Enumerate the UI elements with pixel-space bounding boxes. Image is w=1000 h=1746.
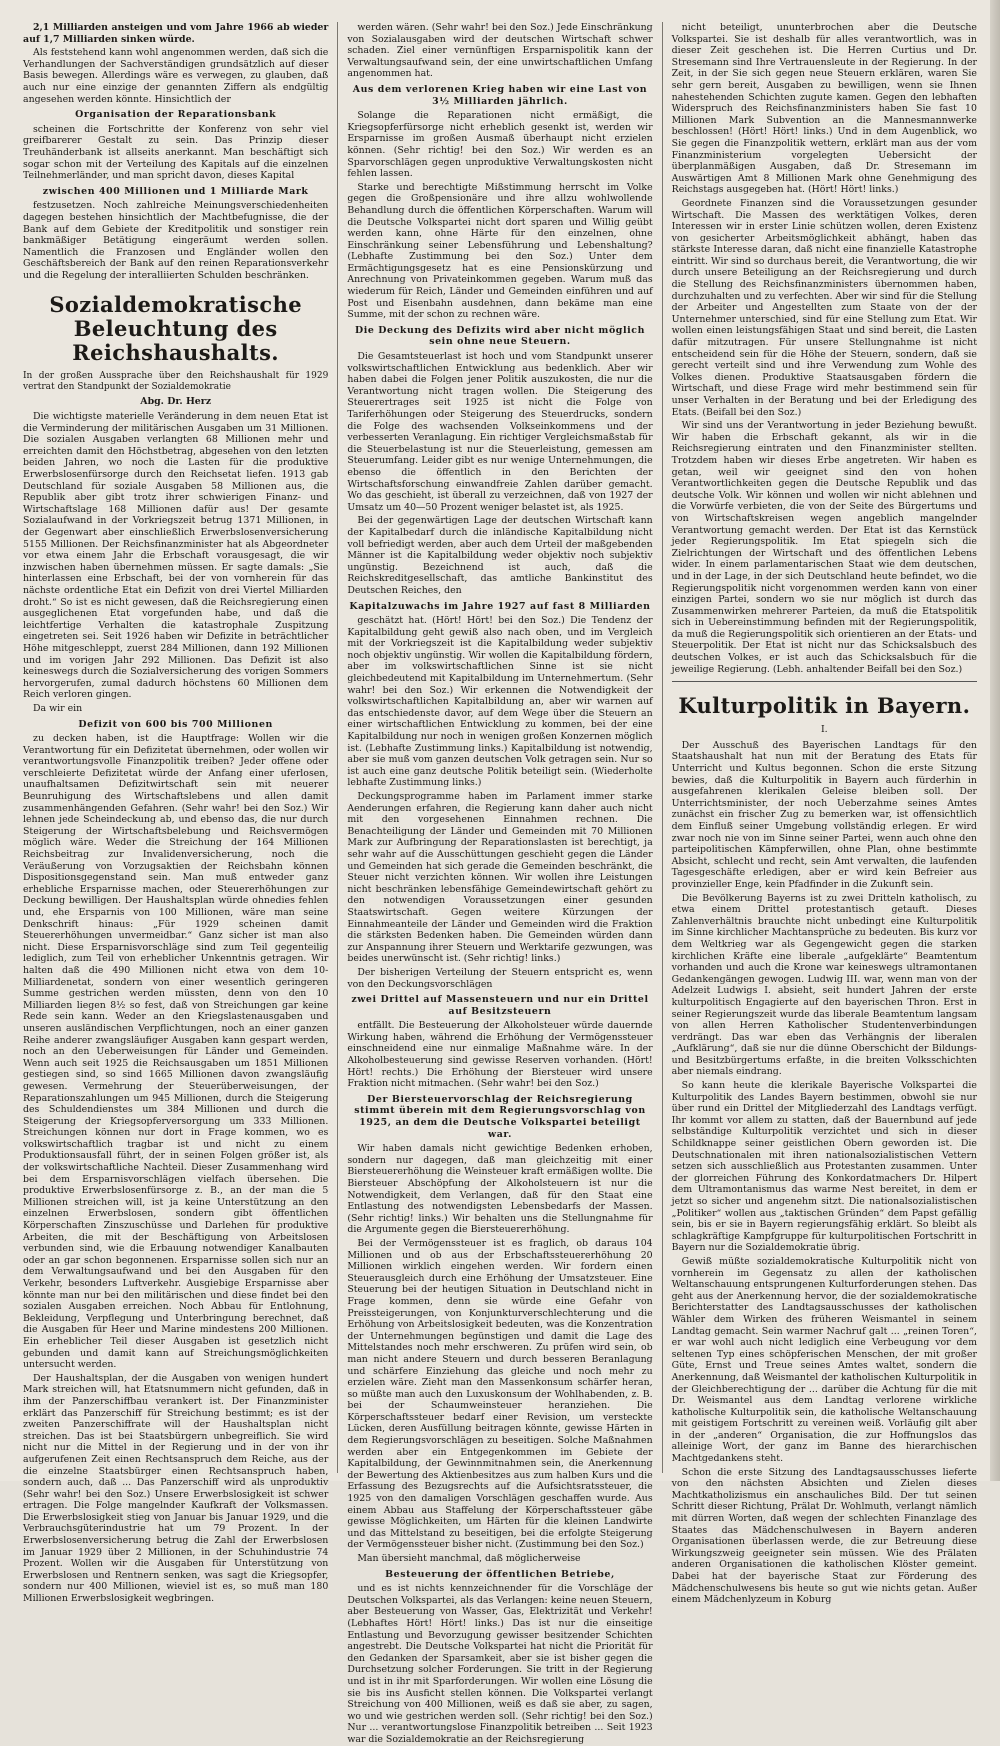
title-line: Sozialdemokratische Beleuchtung des: [49, 292, 302, 342]
paragraph: Die Bevölkerung Bayerns ist zu zwei Dritteln katholisch, zu etwa einem Drittel protestantisch getauft. Dieses Zahlenverhältnis brauchte nicht unbedingt eine Kulturpolitik im Sinne kirchlicher Machtansprüche zu bedeuten. Bis kurz vor dem Weltkrieg war als Gegengewicht gegen die starken kirchlichen Kräfte eine liberale „aufgeklärte“ Beamtentum vorhanden und auch die Krone war keineswegs ultramontanen Gedankengängen gewogen. Ludwig III. war, wenn man von der Adelzeit Ludwigs I. absieht, seit hundert Jahren der erste kulturpolitisch Engagierte auf den bayerischen Thron. Erst in seiner Regierungszeit wurde das liberale Beamtentum langsam von allen Herren Katholischer Studentenverbindungen verdrängt. Das war eben das Verhängnis der liberalen „Aufklärung“, daß sie nur die dünne Oberschicht der Bildungs- und Besitzbürgertums erfaßte, in die breiten Volksschichten aber niemals eindrang.: [671, 892, 977, 1078]
subheading: Kapitalzuwachs im Jahre 1927 auf fast 8 Milliarden: [349, 600, 651, 612]
article-title: [23, 293, 328, 365]
subheading: Die Deckung des Defizits wird aber nicht möglich sein ohne neue Steuern.: [354, 324, 646, 348]
article-title: Kulturpolitik in Bayern.: [678, 693, 971, 719]
paragraph: Man übersieht manchmal, daß möglicherweise: [357, 1553, 581, 1564]
speaker-name: Abg. Dr. Herz: [140, 396, 212, 408]
paragraph: werden wären. (Sehr wahr! bei den Soz.) Jede Einschränkung von Sozialausgaben wird der deutschen Wirtschaft schwer schaden. Ziel einer vernünftigen Ersparnispolitik kann der Verwaltungsaufwand sein, der eine unwirtschaftlichen Umfang angenommen hat.: [347, 22, 653, 80]
paragraph: Die Gesamtsteuerlast ist hoch und vom Standpunkt unserer volkswirtschaftlichen Entwicklung aus bedenklich. Aber wir haben dabei die Folgen jener Politik auszukosten, die nur die Verantwortung nicht tragen wollen. Die Steigerung des Steuerertrages seit 1925 ist nicht die Folge von Tariferhöhungen oder Steigerung des Steuerdrucks, sondern die Folge des wachsenden Volkseinkommens und der verbesserten Veranlagung. Ein richtiger Vergleichsmaßstab für die Steuerbelastung ist nur die Steuerleistung, gemessen am Steuerumfang. Leider gibt es nur wenige Unternehmungen, die ebenso die öffentlich in den Berichten der Wirtschaftsforschung einwandfreie Zahlen darüber gemacht. Wo das geschieht, ist überall zu verzeichnen, daß von 1927 der Umsatz um 40—50 Prozent weniger belastet ist, als 1925.: [347, 351, 653, 513]
columns: [14, 22, 986, 1745]
paragraph: nicht beteiligt, ununterbrochen aber die Deutsche Volkspartei. Sie ist deshalb für alles verantwortlich, was in dieser Zeit geschehen ist. Die Herren Curtius und Dr. Stresemann sind Ihre Vertrauensleute in der Regierung. In der Zeit, in der Sie sich gegen neue Steuern erklären, waren Sie sehr gern bereit, Ausgaben zu bewilligen, wenn sie Ihnen nahestehenden Schichten zugute kamen. Gegen den lebhaften Widerspruch des Reichsfinanzministers haben Sie fast 10 Millionen Mark Subvention an die Mannesmannwerke beschlossen! (Hört! Hört! links.) Und in dem Augenblick, wo Sie gegen die Finanzpolitik wettern, erklärt man aus der vom Finanzministerium vorgelegten Uebersicht der überplanmäßigen Ausgaben, daß Dr. Stresemann im Auswärtigen Amt 8 Millionen Mark ohne Genehmigung des Reichstags ausgegeben hat. (Hört! Hört! links.): [671, 22, 977, 196]
paragraph: Geordnete Finanzen sind die Voraussetzungen gesunder Wirtschaft. Die Massen des werktätigen Volkes, deren Interessen wir in erster Linie schützen wollen, deren Existenz von gesicherter Arbeitsmöglichkeit abhängt, haben das stärkste Interesse daran, daß nicht eine finanzielle Katastrophe eintritt. Wir sind so durchaus bereit, die Verantwortung, die wir durch unsere Beteiligung an der Reichsregierung und durch die Stellung des Reichsfinanzministers übernommen haben, durchzuhalten und zu verfechten. Aber wir sind für die Stellung der Arbeiter und Angestellten zum Staate von der der Unternehmer unterschied, sind für eine Stellung zum Etat. Wir wollen einen leistungsfähigen Staat und sind bereit, die Lasten dafür mitzutragen. Für unsere Stellungnahme ist nicht entscheidend sein für die Höhe der Steuern, sondern, daß sie gerecht verteilt sind und ihre Verwendung zum Wohle des Volkes dienen. Produktive Staatsausgaben fördern die Wirtschaft, und diese Frage wird mehr bestimmend sein für unser Verhalten in der Beratung und bei der Erledigung des Etats. (Beifall bei den Soz.): [671, 197, 977, 418]
paragraph: festzusetzen. Noch zahlreiche Meinungsverschiedenheiten dagegen bestehen hinsichtlich der Machtbefugnisse, die der Bank auf dem Gebiete der Kreditpolitik und sonstiger rein bankmäßiger Betätigung eingeräumt werden sollen. Namentlich die Franzosen und Engländer wollen den Geschäftsbereich der Bank auf den reinen Reparationsverkehr und die Regelung der interalliierten Schulden beschränken.: [23, 200, 329, 281]
paragraph: Deckungsprogramme haben im Parlament immer starke Aenderungen erfahren, die Regierung kann daher auch nicht mit den vorgesehenen Einnahmen rechnen. Die Benachteiligung der Länder und Gemeinden mit 70 Millionen Mark zur Aufbringung der Reparationslasten ist berechtigt, ja sehr wahr auf die Ausschüttungen geschieht gegen die Länder und Gemeinden hat sich gerade die Gemeinden beschränkt, die Steuer nicht verzichten können. Wir wollen ihre Leistungen nicht beschränken lebensfähige Gemeindewirtschaft gehört zu den notwendigen Voraussetzungen einer gesunden Staatswirtschaft. Gegen weitere Kürzungen der Einnahmeanteile der Länder und Gemeinden wird die Fraktion die stärksten Bedenken haben. Die Gemeinden würden dann zur Anspannung ihrer Steuern und Werktarife gezwungen, was beides unerwünscht ist. (Sehr richtig! links.): [347, 791, 653, 965]
subheading: zwei Drittel auf Massensteuern und nur ein Drittel auf Besitzsteuern: [351, 994, 649, 1017]
paragraph: Da wir ein: [33, 702, 83, 714]
column-3: [662, 22, 986, 1606]
column-2: [337, 22, 661, 1745]
subheading: Der Biersteuervorschlag der Reichsregierung stimmt überein mit dem Regierungsvorschlag von 1925, an dem die Deutsche Volkspartei beteiligt war.: [354, 1093, 646, 1140]
paragraph: Wir sind uns der Verantwortung in jeder Beziehung bewußt. Wir haben die Erbschaft gekannt, als wir in die Reichsregierung eintraten und den Finanzminister stellten. Trotzdem haben wir dieses Erbe angetreten. Wir haben es getan, weil wir geeignet sind den von hohen Verantwortlichkeiten gegen die Deutsche Republik und das deutsche Volk. Wir können und wollen wir nicht ablehnen und die Vorwürfe verbieten, die von der Seite des Bürgertums und von Wirtschaftskreisen wegen angeblich mangelnder Verantwortung gemacht werden. Der Etat ist das Kernstück jeder Regierungspolitik. Im Etat spiegeln sich die Zielrichtungen der Wirtschaft und des öffentlichen Lebens wider. In einem parlamentarischen Staat wie dem deutschen, und in der Lage, in der sich Deutschland heute befindet, wo die Regierungspolitik nicht vorgenommen werden kann von einer einzigen Partei, sondern wo sie nur möglich ist durch das Zusammenwirken mehrerer Parteien, da muß die Etatspolitik sich in Uebereinstimmung befinden mit der Regierungspolitik, da muß die Regierungspolitik sich orientieren an der Etats- und Steuerpolitik. Der Etat ist nicht nur das Schicksalsbuch des deutschen Volkes, er ist auch das Schicksalsbuch für die jeweilige Regierung. (Lebh. anhaltender Beifall bei den Soz.): [671, 420, 977, 675]
paragraph: Die wichtigste materielle Veränderung in dem neuen Etat ist die Verminderung der militärischen Ausgaben um 31 Millionen. Die sozialen Ausgaben verlangten 68 Millionen mehr und erreichten damit den Höchstbetrag, abgesehen von den letzten beiden Jahren, wo noch die Lasten für die produktive Erwerbslosenfürsorge durch den Reichsetat liefen. 1913 gab Deutschland für soziale Ausgaben 58 Millionen aus, die Republik aber gibt trotz ihrer schwierigen Finanz- und Wirtschaftslage 168 Millionen dafür aus! Der gesamte Sozialaufwand in der Vorkriegszeit betrug 1371 Millionen, in der Gegenwart aber einschließlich Erwerbslosenversicherung 5155 Millionen. Der Reichsfinanzminister hat als Abgeordneter vor etwa einem Jahr die Erbschaft vorausgesagt, die wir inzwischen haben übernehmen müssen. Er sagte damals: „Sie hinterlassen eine Erbschaft, bei der von vornherein für das nächste ordentliche Etat ein Defizit von drei Viertel Milliarden droht.“ So ist es nicht gewesen, daß die Reichsregierung einen ausgeglichenen Etat vorgefunden habe, und daß die leichtfertige Verhalten die katastrophale Zuspitzung eingetreten sei. Seit 1926 haben wir Defizite in beträchtlicher Höhe mitgeschleppt, zuerst 284 Millionen, dann 192 Millionen und im vorigen Jahr 292 Millionen. Das Defizit ist also keineswegs durch die Sozialversicherung des vorigen Sommers hervorgerufen, zumal dadurch höchstens 60 Millionen dem Reich verloren gingen.: [23, 411, 329, 701]
paragraph: Der Ausschuß des Bayerischen Landtags für den Staatshaushalt hat nun mit der Beratung des Etats für Unterricht und Kultus begonnen. Schon die erste Sitzung bewies, daß die Kulturpolitik in Bayern auch fürderhin in ausgefahrenen klerikalen Geleise bleiben soll. Der Unterrichtsminister, der noch Ueberzahme seines Amtes zunächst ein frischer Zug zu bemerken war, ist offensichtlich dem Einfluß seiner Umgebung vollständig erlegen. Er wird zwar noch nie von im Sinne seiner Partei, wenn auch ohne den parteipolitischen Kämpferwillen, ohne Plan, ohne bestimmte Absicht, schlecht und recht, sein Amt verwalten, die laufenden Tagesgeschäfte erledigen, aber er wird kein Befreier aus provinzieller Enge, kein Pfadfinder in die Zukunft sein.: [671, 739, 977, 890]
paragraph: zu decken haben, ist die Hauptfrage: Wollen wir die Verantwortung für ein Defizitetat übernehmen, oder wollen wir verantwortungsvolle Finanzpolitik treiben? Jeder offene oder verschleierte Defizitetat würde der Anfang einer uferlosen, unaufhaltsamen Defizitwirtschaft sein mit neuerer Beunruhigung des Wirtschaftslebens und allen damit zusammenhängenden Gefahren. (Sehr wahr! bei den Soz.) Wir lehnen jede Scheindeckung ab, und ebenso das, die nur durch Steigerung der Wirtschaftsbelebung und Reichsvermögen möglich wäre. Weder die Streichung der 164 Millionen Reichsbeitrag zur Invalidenversicherung, noch die Veräußerung von Vorzugsaktien der Reichsbahn können Dispositionsgegenstand sein. Man muß entweder ganz erhebliche Ersparnisse machen, oder Steuererhöhungen zur Deckung bewilligen. Der Haushaltsplan würde ohnedies fehlen und, ehe Ersparnis von 100 Millionen, wäre man seine Denkschrift hinaus: „Für 1929 scheinen damit Steuererhöhungen unvermeidbar.“ Ganz sicher ist man also nicht. Diese Ersparnisvorschläge sind zum Teil gegenteilig lediglich, zum Teil von erheblicher Unkenntnis getragen. Wir halten daß die 490 Millionen nicht etwa von dem 10-Milliardenetat, sondern von einer wesentlich geringeren Summe gestrichen werden müssten, denn von den 10 Milliarden liegen 8½ so fest, daß von Streichungen gar keine Rede sein kann. Weder an den Kriegslastenausgaben und unseren ausländischen Verpflichtungen, noch an einer ganzen Reihe anderer zwangsläufiger Ausgaben kann gespart werden, noch an den Ueberweisungen für Länder und Gemeinden. Wenn auch seit 1925 die Reichsausgaben um 1851 Millionen gestiegen sind, so sind 1665 Millionen davon zwangsläufig gewesen. Vermehrung der Steuerüberweisungen, der Reparationszahlungen um 945 Millionen, durch die Steigerung des Schuldendienstes um 384 Millionen und durch die Steigerung der Kriegsopferversorgung um 333 Millionen. Streichungen können nur dort in Frage kommen, wo es volkswirtschaftlich tragbar ist und nicht zu einem Produktionsausfall führt, der in seinen Folgen größer ist, als der volkswirtschaftliche Nachteil. Dieser Zusammenhang wird bei dem Ersparnisvorschlägen vielfach übersehen. Die produktive Erwerbslosenfürsorge z. B., an der man die 5 Millionen streichen will, ist ja keine Unterstützung an den einzelnen Erwerbslosen, sondern gibt öffentlichen Körperschaften Zinszuschüsse und Darlehen für produktive Arbeiten, die mit der Beschäftigung von Arbeitslosen verbunden sind, wie die Erbauung notwendiger Kanalbauten oder an gar schon begonnenen. Ersparnisse sollen sich nur an dem Verwaltungsaufwand und bei den Ausgaben für den Verkehr, besonders Luftverkehr. Ausgiebige Ersparnisse aber könnte man nur bei den militärischen und diese findet bei den sozialen Ausgaben erreichen. Noch Abbau für Entlohnung, Bekleidung, Verpflegung und Unterbringung berechnet, daß die Ausgaben für Heer und Marine mindestens 200 Millionen. Ein erheblicher Teil dieser Ausgaben ist gesetzlich nicht gebunden und damit kann auf Streichungsmöglichkeiten untersucht werden.: [23, 733, 329, 1371]
divider: [672, 681, 977, 682]
subheading: Besteuerung der öffentlichen Betriebe,: [385, 1568, 615, 1580]
paragraph: Bei der gegenwärtigen Lage der deutschen Wirtschaft kann der Kapitalbedarf durch die inländische Kapitalbildung nicht voll befriedigt werden, aber auch dem Urteil der maßgebenden Männer ist die Kapitalbildung weder objektiv noch subjektiv ungünstig. Bezeichnend ist auch, daß die Reichskreditgesellschaft, das amtliche Bankinstitut des Deutschen Reiches, den: [347, 515, 653, 596]
paragraph: und es ist nichts kennzeichnender für die Vorschläge der Deutschen Volkspartei, als das Verlangen: keine neuen Steuern, aber Besteuerung von Wasser, Gas, Elektrizität und Verkehr! (Lebhaftes Hört! Hört! links.) Das ist nur die einseitige Entlastung und Bevorzugung gewisser besitzender Schichten angestrebt. Die Deutsche Volkspartei hat nicht die Priorität für den Gedanken der Sparsamkeit, aber sie ist bisher gegen die Durchsetzung solcher Forderungen. Sie tritt in der Regierung und ist in ihr mit Sparforderungen. Wir wollen eine Lösung die sie bis ins Ausficht stellen können. Die Volkspartei verlangt Streichung von 400 Millionen, weiß es daß sie aber, zu sagen, wo und wie gestrichen werden soll. (Sehr richtig! bei den Soz.) Nur ... verantwortungslose Finanzpolitik betreiben ... Seit 1923 war die Sozialdemokratie an der Reichsregierung: [347, 1583, 653, 1745]
paragraph: 2,1 Milliarden ansteigen und vom Jahre 1966 ab wieder auf 1,7 Milliarden sinken würde.: [23, 22, 329, 45]
section-number: I.: [820, 724, 828, 736]
paragraph: Als feststehend kann wohl angenommen werden, daß sich die Verhandlungen der Sachverständigen grundsätzlich auf dieser Basis bewegen. Allerdings wäre es verwegen, zu glauben, daß auch nur eine einzige der genannten Ziffern als endgültig angesehen werden könnte. Hinsichtlich der: [23, 47, 329, 105]
subheading: Defizit von 600 bis 700 Millionen: [78, 718, 273, 730]
paragraph: Der bisherigen Verteilung der Steuern entspricht es, wenn von den Deckungsvorschlägen: [347, 966, 653, 990]
title-line: Reichshaushalts.: [72, 340, 280, 366]
paragraph: Wir haben damals nicht gewichtige Bedenken erhoben, sondern nur dagegen, daß man gleichzeitig mit einer Biersteuererhöhung die Weinsteuer kraft ermäßigen wollte. Die Biersteuer Abschöpfung der Alkoholsteuern ist nur die Notwendigkeit, dem Verlangen, daß für den Staat eine Entlastung des notwendigsten Lebensbedarfs der Massen. (Sehr richtig! links.) Wir behalten uns die Stellungnahme für die Argumente gegen die Biersteuererhöhung.: [347, 1143, 653, 1236]
intro-text: In der großen Aussprache über den Reichshaushalt für 1929 vertrat den Standpunkt der Sozialdemokratie: [23, 371, 329, 393]
subheading: Aus dem verlorenen Krieg haben wir eine Last von 3½ Milliarden jährlich.: [352, 83, 648, 107]
paragraph: Starke und berechtigte Mißstimmung herrscht im Volke gegen die Großpensionäre und ihre allzu wohlwollende Behandlung durch die öffentlichen Körperschaften. Warum will die Deutsche Volkspartei nicht dort sparen und Willig geübt werden kann, ohne Härte für den einzelnen, ohne Einschränkung seiner Lebensführung und Lebenshaltung? (Lebhafte Zustimmung bei den Soz.) Unter dem Ermächtigungsgesetz hat es eine Pensionskürzung und Anrechnung von Privateinkommen gegeben. Warum muß das wiederum für Reich, Länder und Gemeinden einführen und auf Post und Eisenbahn ausdehnen, dann bekäme man eine Summe, mit der schon zu rechnen wäre.: [347, 181, 653, 321]
paragraph: Gewiß müßte sozialdemokratische Kulturpolitik nicht von vornherein im Gegensatz zu allen der katholischen Weltanschauung entsprungenen Kulturforderungen stehen. Das geht aus der Anerkennung hervor, die der sozialdemokratische Berichterstatter des Landtagsausschusses der katholischen Wähler dem Wirken des früheren Weismantel in seinem Landtag gemacht. Sein warmer Nachruf galt ... „reinen Toren“, er war wohl auch nicht lediglich eine Verbeugung vor dem seltenen Typ eines schöpferischen Menschen, der mit großer Güte, Ernst und Treue seines Amtes waltet, sondern die Anerkennung, daß Weismantel der katholischen Kulturpolitik in der Gleichberechtigung der ... darüber die Achtung für die mit Dr. Weismantel aus dem Landtag verlorene wirkliche katholische Kulturpolitik sein, die katholische Weltanschauung mit geistigem Fortschritt zu vereinen weiß. Vorläufig gilt aber in der „anderen“ Organisation, die zur Hoffnungslos das alleinige Wort, der ganz im Banne des hierarchischen Machtgedankens steht.: [671, 1255, 977, 1465]
subheading: zwischen 400 Millionen und 1 Milliarde Mark: [42, 185, 309, 197]
scan-edge: [990, 0, 1000, 1481]
paragraph: Bei der Vermögenssteuer ist es fraglich, ob daraus 104 Millionen und ob aus der Erbschaftssteuererhöhung 20 Millionen wirklich eingehen werden. Wir fordern einen Steuerausgleich durch eine Erhöhung der Umsatzsteuer. Eine Steuerung bei der heutigen Situation in Deutschland nicht in Frage kommen, denn sie würde eine Gefahr von Preissteigerungen, von Konjunkturverschlechterung und die Erhöhung von Arbeitslosigkeit bedeuten, was die Konzentration der Unternehmungen begünstigen und damit die Lage des Mittelstandes noch mehr erschweren. Zu prüfen wird sein, ob man nicht andere Steuern und durch besseren Beranlagung und schärfere Einziehung das gleiche und noch mehr zu erzielen wäre. Zieht man den Massenkonsum schärfer heran, so müßte man auch den Luxuskonsum der Wohlhabenden, z. B. bei der Schaumweinsteuer heranziehen. Die Körperschaftssteuer bedarf einer Revision, um versteckte Lücken, deren Ausfüllung beitragen könnte, gewisse Härten in dem Regierungsvorschlägen zu beseitigen. Solche Maßnahmen werden aber ein Entgegenkommen im Gebiete der Kapitalbildung, der Gewinnmitnahmen sein, die Anerkennung der Bewertung des Aktienbesitzes aus zum halben Kurs und die Erfassung des Bezugsrechts auf die Aufsichtsratssteuer, die 1925 von den damaligen Vorschlägen geschaffen wurde. Aus einem Abbau aus Staffelung der Körperschaftssteuer gäbe gewisse Möglichkeiten, um Härten für die kleinen Landwirte und das Mittelstand zu beseitigen, bei die erfolgte Steigerung der Vermögenssteuer bisher nicht. (Zustimmung bei den Soz.): [347, 1237, 653, 1551]
subheading: Organisation der Reparationsbank: [75, 109, 277, 121]
paragraph: entfällt. Die Besteuerung der Alkoholsteuer würde dauernde Wirkung haben, während die Erhöhung der Vermögenssteuer einschneidend eine nur einmalige Maßnahme wäre. In der Alkoholbesteuerung sind gewisse Reserven vorhanden. (Hört! Hört! rechts.) Die Erhöhung der Biersteuer wird unsere Fraktion nicht mitmachen. (Sehr wahr! bei den Soz.): [347, 1020, 653, 1090]
paragraph: Der Haushaltsplan, der die Ausgaben von wenigen hundert Mark streichen will, hat Etatsnummern nicht gefunden, daß in ihm der Panzerschiffbau verankert ist. Der Finanzminister erklärt das Panzerschiff für Streichung bestimmt; es ist der zweiten Panzerschiffrate will der Haushaltsplan nicht streichen. Das ist bei Staatsbürgern unbegreiflich. Sie wird nicht nur die Mittel in der Regierung und in der von ihr aufgerufenen Zeit einen Rechtsanspruch dem Reiche, aus der die einzelne Staatsbürger einen Rechtsanspruch haben, sondern auch, daß ... Das Panzerschiff wird als unproduktiv (Sehr wahr! bei den Soz.) Unsere Erwerbslosigkeit ist schwer ertragen. Die Folge mangelnder Kaufkraft der Volksmassen. Die Erwerbslosigkeit stieg von Januar bis Januar 1929, und die Verbrauchsgüterindustrie hat um 79 Prozent. In der Erwerbslosenversicherung betrug die Zahl der Erwerbslosen im Januar 1929 über 2 Millionen, in der Schuhindustrie 74 Prozent. Wollen wir die Ausgaben für Unterstützung von Erwerbslosen und Rentnern senken, was sagt die Kriegsopfer, sondern nur 400 Millionen, wieviel ist es, so muß man 180 Millionen Erwerbslosigkeit wegbringen.: [23, 1372, 329, 1605]
paragraph: scheinen die Fortschritte der Konferenz von sehr viel greifbarerer Gestalt zu sein. Das Prinzip dieser Treuhänderbank ist allseits anerkannt. Man beschäftigt sich sogar schon mit der Verteilung des Kapitals auf die einzelnen Teilnehmerländer, und man spricht davon, dieses Kapital: [23, 123, 329, 182]
paragraph: Schon die erste Sitzung des Landtagsausschusses lieferte von den nächsten Absichten und Zielen dieses Machtkatholizismus ein anschauliches Bild. Der tut seinen Schritt dieser Richtung, Prälat Dr. Wohlmuth, verlangt nämlich mit dürren Worten, daß wegen der schlechten Finanzlage des Staates das Mädchenschulwesen in Bayern anderen Organisationen überlassen werde, die zur Betreuung diese Wirkungszweig geeigneter sein müssen. Wie des Prälaten anderen Organisationen die katholischen Klöster gemeint. Dabei hat der bayerische Staat zur Förderung des Mädchenschulwesens bis heute so gut wie nichts getan. Außer einem Mädchenlyzeum in Koburg: [671, 1466, 977, 1606]
paragraph: Solange die Reparationen nicht ermäßigt, die Kriegsopferfürsorge nicht erheblich gesenkt ist, werden wir Ersparnisse im großen Ausmaß überhaupt nicht erzielen können. (Sehr richtig! bei den Soz.) Wir werden es an Sparvorschlägen gegen unproduktive Verwaltungskosten nicht fehlen lassen.: [347, 110, 653, 180]
paragraph: geschätzt hat. (Hört! Hört! bei den Soz.) Die Tendenz der Kapitalbildung geht gewiß also nach oben, und im Vergleich mit der Vorkriegszeit ist die Kapitalbildung weder subjektiv noch objektiv ungünstig. Wir wollen die Kapitalbildung fördern, aber im volkswirtschaftlichen Sinne ist sie nicht gleichbedeutend mit Kapitalbildung im Unternehmertum. (Sehr wahr! bei den Soz.) Wir erkennen die Notwendigkeit der volkswirtschaftlichen Kapitalbildung an, aber wir warnen auf das entschiedenste davor, auf dem Wege über die Steuern an einer wirtschaftlichen Entwicklung zu kommen, bei der eine Kapitalbildung nur noch in wenigen großen Konzernen möglich ist. (Lebhafte Zustimmung links.) Kapitalbildung ist notwendig, aber sie muß vom ganzen deutschen Volk getragen sein. Nur so ist auch eine ganz deutsche Politik beteiligt sein. (Wiederholte lebhafte Zustimmung links.): [347, 615, 653, 789]
column-1: [14, 22, 337, 1605]
paragraph: So kann heute die klerikale Bayerische Volkspartei die Kulturpolitik des Landes Bayern bestimmen, obwohl sie nur über rund ein Drittel der Mitgliederzahl des Landtags verfügt. Ihr kommt vor allem zu statten, daß der Bauernbund auf jede selbständige Kulturpolitik verzichtet und sich in dieser Schildknappe seiner geistlichen Obern geworden ist. Die Deutschnationalen mit ihren nationalsozialistischen Vettern setzen sich ausschließlich aus Protestanten zusammen. Unter der glorreichen Führung des Konkordatmachers Dr. Hilpert dem Ultramontanismus das warme Nest bereitet, in dem er jetzt so sicher und angenehm sitzt. Die nationalsozialistischen „Politiker“ wollen aus „taktischen Gründen“ dem Papst gefällig sein, bis er sie in Bayern regierungsfähig erklärt. So bleibt als schlagkräftige Kampfgruppe für kulturpolitischen Fortschritt in Bayern nur die Sozialdemokratie übrig.: [671, 1080, 977, 1254]
